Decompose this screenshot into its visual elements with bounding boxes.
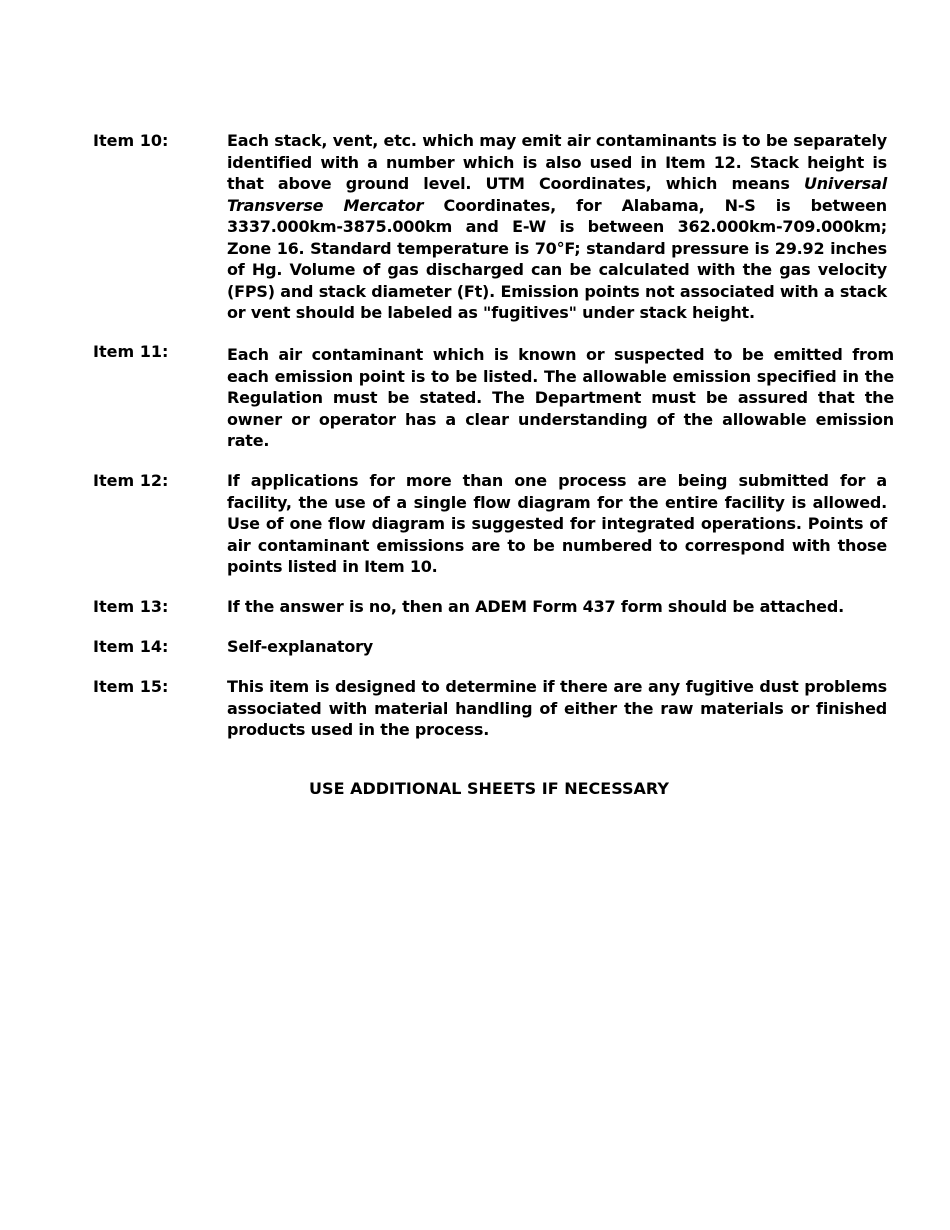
item-label: Item 10: [93,131,169,150]
item-description: Self-explanatory [227,637,374,656]
item-description: If the answer is no, then an ADEM Form 437 form should be attached. [227,597,844,616]
item-label: Item 15: [93,677,169,696]
item-label: Item 11: [93,342,169,361]
item-description [227,130,887,324]
item-description: Each air contaminant which is known or suspected to be emitted from each emission point is to be listed. The allowable emission specified in the Regulation must be stated. The Department must be assured that the owner or operator has a clear understanding of the allowable emission rate. [227,345,894,450]
item-label: Item 12: [93,471,169,490]
item-text-italic: Universal Transverse Mercator [227,174,887,215]
item-description: This item is designed to determine if there are any fugitive dust problems associated with material handling of either the raw materials or finished products used in the process. [227,677,887,739]
item-label: Item 13: [93,597,169,616]
closing-note: USE ADDITIONAL SHEETS IF NECESSARY [309,779,669,798]
item-description: If applications for more than one process are being submitted for a facility, the use of a single flow diagram for the entire facility is allowed. Use of one flow diagram is suggested for integrated operations. Points of air contaminant emissions are to be numbered to correspond with those points listed in Item 10. [227,471,887,576]
item-label: Item 14: [93,637,169,656]
item-text-part: Coordinates, for Alabama, N-S is between 3337.000km-3875.000km and E-W is between 362.000km-709.000km; Zone 16. Standard temperature is 70°F; standard pressure is 29.92 inches of Hg. Volume of gas discharged can be calculated with the gas velocity (FPS) and stack diameter (Ft). Emission points not associated with a stack or vent should be labeled as "fugitives" under stack height. [227,195,887,322]
item-text-part: Each stack, vent, etc. which may emit air contaminants is to be separately identified with a number which is also used in Item 12. Stack height is that above ground level. UTM Coordinates, which means [227,131,887,193]
